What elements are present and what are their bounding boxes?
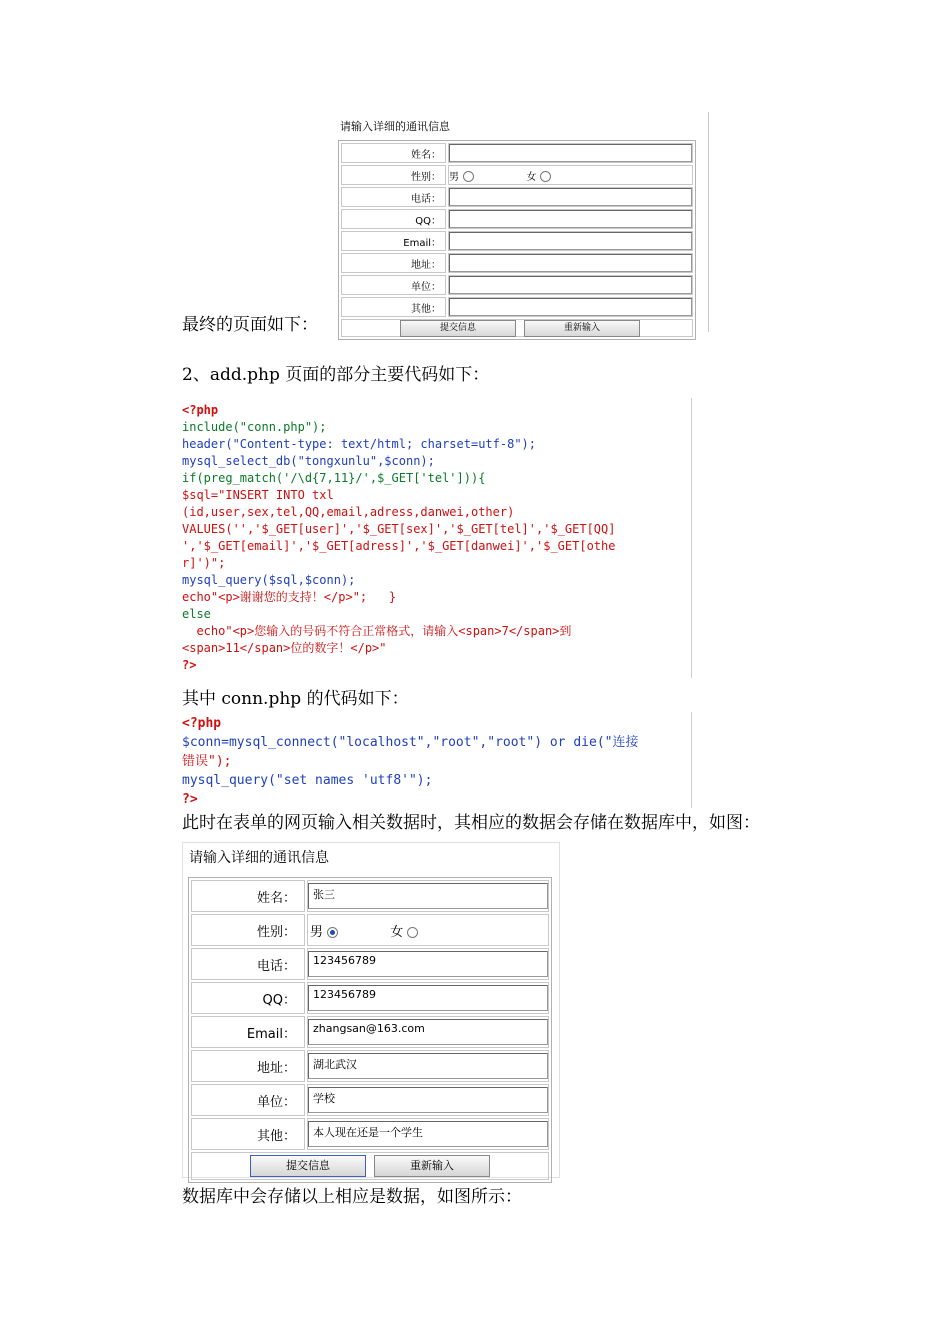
address-input[interactable]: 湖北武汉 [308,1053,548,1079]
code-line: header("Content-type: text/html; charset=utf-8"); [182,437,537,451]
label-sex: 性别： [191,914,305,946]
code-line: if(preg_match('/\d{7,11}/',$_GET['tel'])){ [182,471,486,485]
label-email: Email： [191,1016,305,1048]
label-sex: 性别： [341,165,446,185]
conn-php-code [182,712,692,808]
tel-input[interactable]: 123456789 [308,951,548,977]
label-tel: 电话： [341,187,446,207]
label-email: Email： [341,231,446,251]
code-line: r]')"; [182,556,226,570]
code-line: echo"<p>您输入的号码不符合正常格式，请输入<span>7</span>到 [182,624,572,638]
label-other: 其他： [341,297,446,317]
code-line: $sql="INSERT INTO txl [182,488,334,502]
male-radio[interactable] [327,927,338,938]
other-input[interactable] [449,298,692,316]
reset-button[interactable]: 重新输入 [374,1155,490,1177]
label-tel: 电话： [191,948,305,980]
label-unit: 单位： [191,1084,305,1116]
submit-button[interactable]: 提交信息 [250,1155,366,1177]
label-qq: QQ： [341,209,446,229]
reset-button[interactable]: 重新输入 [524,320,640,337]
conn-heading: 其中 conn.php 的代码如下： [182,689,409,709]
name-input[interactable] [449,144,692,162]
code-line: echo"<p>谢谢您的支持！</p>"; } [182,590,397,604]
code-line: <span>11</span>位的数字！</p>" [182,641,387,655]
submit-button[interactable]: 提交信息 [400,320,516,337]
final-page-caption: 最终的页面如下： [182,315,318,335]
final-page-screenshot [336,112,709,332]
male-label: 男 [310,924,324,940]
female-label: 女 [390,924,404,940]
name-input[interactable]: 张三 [308,883,548,909]
code-line: VALUES('','$_GET[user]','$_GET[sex]','$_GET[tel]','$_GET[QQ] [182,522,616,536]
section-2-heading: 2、add.php 页面的部分主要代码如下： [182,365,490,385]
qq-input[interactable] [449,210,692,228]
label-qq: QQ： [191,982,305,1014]
label-name: 姓名： [191,880,305,912]
filled-form-screenshot [182,842,560,1178]
other-input[interactable]: 本人现在还是一个学生 [308,1121,548,1147]
female-radio[interactable] [540,171,551,182]
code-line: ?> [182,658,197,672]
code-line: <?php [182,716,222,731]
add-php-code [182,398,692,678]
unit-input[interactable] [449,276,692,294]
contact-form-table [188,877,552,1183]
male-radio[interactable] [463,171,474,182]
tel-input[interactable] [449,188,692,206]
db-paragraph: 数据库中会存储以上相应是数据，如图所示： [182,1187,522,1207]
email-input[interactable]: zhangsan@163.com [308,1019,548,1045]
qq-input[interactable]: 123456789 [308,985,548,1011]
code-line: else [182,607,211,621]
code-line: mysql_select_db("tongxunlu",$conn); [182,454,435,468]
code-line: include("conn.php"); [182,420,327,434]
code-line: ','$_GET[email]','$_GET[adress]','$_GET[danwei]','$_GET[othe [182,539,616,553]
code-line: <?php [182,403,219,417]
label-address: 地址： [191,1050,305,1082]
female-radio[interactable] [407,927,418,938]
label-address: 地址： [341,253,446,273]
code-line: $conn=mysql_connect("localhost","root","root") or die("连接 [182,735,639,750]
label-unit: 单位： [341,275,446,295]
unit-input[interactable]: 学校 [308,1087,548,1113]
female-label: 女 [526,171,537,183]
address-input[interactable] [449,254,692,272]
form-title: 请输入详细的通讯信息 [340,120,450,133]
male-label: 男 [449,171,460,183]
label-name: 姓名： [341,143,446,163]
code-line: mysql_query($sql,$conn); [182,573,356,587]
label-other: 其他： [191,1118,305,1150]
store-paragraph: 此时在表单的网页输入相关数据时，其相应的数据会存储在数据库中，如图： [182,813,760,833]
code-line: ?> [182,792,198,807]
email-input[interactable] [449,232,692,250]
code-line: mysql_query("set names 'utf8'"); [182,773,433,788]
form-title: 请输入详细的通讯信息 [189,850,329,866]
code-line: (id,user,sex,tel,QQ,email,adress,danwei,other) [182,505,515,519]
contact-form-table [338,140,696,340]
code-line: 错误"); [182,754,232,769]
